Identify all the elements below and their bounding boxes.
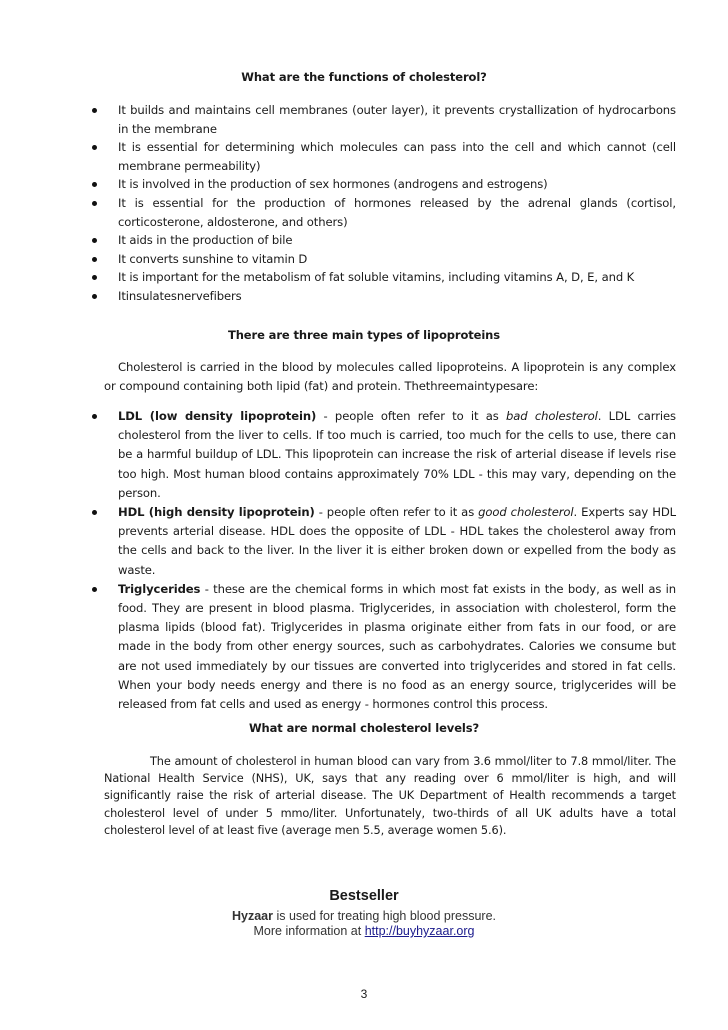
bullet-icon [92,108,97,113]
ad-more-info: More information at [253,924,365,938]
lipoprotein-nickname: bad cholesterol [506,409,598,423]
list-item [92,503,676,580]
lipoprotein-text: - people often refer to it as [314,505,479,520]
list-item-text: It converts sunshine to vitamin D [118,251,308,266]
page-number: 3 [360,987,368,1001]
lipoprotein-term: Triglycerides [118,581,201,596]
levels-paragraph [104,753,676,839]
lipoprotein-text: . Experts say HDL prevents arterial disease. HDL does the opposite of LDL - HDL takes the cholesterol away from the cells and back to the liver. In the liver it is either broken down or expelled from the body as waste. [118,505,677,577]
bullet-icon [92,182,97,187]
list-item [92,231,676,250]
list-item-text: It builds and maintains cell membranes (outer layer), it prevents crystallization of hydrocarbons in the membrane [118,103,676,136]
bullet-icon [92,414,97,419]
ad-link[interactable]: http://buyhyzaar.org [364,924,475,938]
lipoproteins-intro: Cholesterol is carried in the blood by molecules called lipoproteins. A lipoprotein is any complex or compound containing both lipid (fat) and protein. Thethreemaintypesare: [104,360,676,393]
functions-list [92,101,676,306]
ad-description: is used for treating high blood pressure. [272,909,497,923]
list-item [92,194,676,231]
lipoprotein-text: . LDL carries cholesterol from the liver to cells. If too much is carried, too much for the cells to use, there can be a harmful buildup of LDL. This lipoprotein can increase the risk of arterial disease if levels rise too high. Most human blood contains approximately 70% LDL - this may vary, depending on the person. [118,409,676,500]
lipoprotein-text: - these are the chemical forms in which most fat exists in the body, as well as in food. They are present in blood plasma. Triglycerides, in association with cholesterol, form the plasma lipids (blood fat). Triglycerides in plasma originate either from fats in our food, or are made in the body from other energy sources, such as carbohydrates. Calories we consume but are not used immediately by our tissues are converted into triglycerides and stored in fat cells. When your body needs energy and there is no food as an energy source, triglycerides will be released from fat cells and used as energy - hormones control this process. [118,581,676,712]
list-item [92,175,676,194]
bullet-icon [92,587,97,592]
ad-line-1 [0,909,728,923]
list-item [92,101,676,138]
levels-heading: What are normal cholesterol levels? [248,721,480,735]
list-item [92,287,676,306]
list-item-text: It is essential for the production of hormones released by the adrenal glands (cortisol, corticosterone, aldosterone, and others) [118,195,676,229]
bullet-icon [92,510,97,515]
lipoproteins-heading: There are three main types of lipoproteins [227,328,501,342]
ad-title: Bestseller [329,888,399,904]
ad-line-2 [0,924,728,938]
list-item-text: It is important for the metabolism of fat soluble vitamins, including vitamins A, D, E, and K [118,270,635,285]
list-item [92,268,676,287]
bullet-icon [92,238,97,243]
bullet-icon [92,201,97,206]
list-item-text: It aids in the production of bile [118,233,293,248]
list-item [92,580,676,714]
list-item-text: It is essential for determining which molecules can pass into the cell and which cannot (cell membrane permeability) [118,140,676,173]
list-item-text: It is involved in the production of sex hormones (androgens and estrogens) [118,177,548,192]
list-item [92,250,676,269]
levels-paragraph-text: The amount of cholesterol in human blood can vary from 3.6 mmol/liter to 7.8 mmol/liter. The National Health Service (NHS), UK, says that any reading over 6 mmol/liter is high, and will significantly raise the risk of arterial disease. The UK Department of Health recommends a target cholesterol level of under 5 mmo/liter. Unfortunately, two-thirds of all UK adults have a total cholesterol level of at least five (average men 5.5, average women 5.6). [104,755,676,837]
list-item-text: Itinsulatesnervefibers [118,288,242,303]
lipoprotein-term: LDL (low density lipoprotein) [118,409,317,423]
lipoproteins-list [92,407,676,714]
bullet-icon [92,257,97,262]
list-item [92,138,676,175]
bullet-icon [92,294,97,299]
functions-heading: What are the functions of cholesterol? [241,70,487,84]
bullet-icon [92,145,97,150]
list-item [92,407,676,503]
ad-product: Hyzaar [231,909,273,923]
lipoprotein-text: - people often refer to it as [316,409,507,423]
lipoprotein-term: HDL (high density lipoprotein) [118,505,315,520]
lipoprotein-nickname: good cholesterol [478,505,574,520]
bullet-icon [92,275,97,280]
